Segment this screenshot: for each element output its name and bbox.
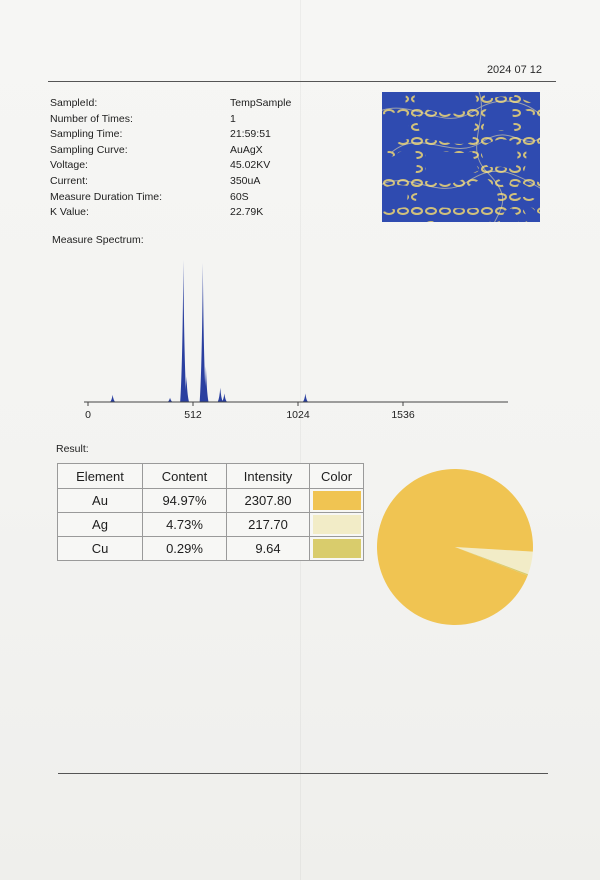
color-cell [310, 489, 364, 513]
info-label: SampleId: [50, 97, 98, 109]
report-date: 2024 07 12 [486, 64, 542, 76]
spectrum-chart [0, 0, 600, 430]
spectrum-tick-label: 1024 [286, 409, 310, 421]
spectrum-peak [222, 393, 227, 402]
info-label: Current: [50, 174, 88, 187]
spectrum-peak [200, 263, 206, 402]
info-label: Voltage: [50, 159, 88, 172]
element-cell: Cu [58, 537, 143, 561]
info-label: Sampling Curve: [50, 143, 128, 156]
content-cell: 4.73% [143, 513, 227, 537]
info-value: 350uA [230, 174, 261, 187]
color-cell [310, 537, 364, 561]
column-header-color: Color [310, 464, 364, 489]
element-cell: Ag [58, 513, 143, 537]
color-swatch [313, 491, 361, 510]
table-row [58, 513, 364, 537]
info-label: Sampling Time: [50, 128, 123, 141]
intensity-cell: 217.70 [227, 513, 310, 537]
content-cell: 0.29% [143, 537, 227, 561]
table-row [58, 537, 364, 561]
spectrum-peak [218, 388, 223, 402]
info-label: Number of Times: [50, 112, 133, 125]
intensity-cell: 9.64 [227, 537, 310, 561]
pie-slice-au [377, 469, 533, 625]
element-cell: Au [58, 489, 143, 513]
result-title: Result: [56, 443, 89, 455]
info-value: 1 [230, 112, 236, 125]
info-value: 22.79K [230, 206, 264, 219]
spectrum-peak [303, 393, 308, 402]
info-value: TempSample [230, 97, 292, 109]
content-cell: 94.97% [143, 489, 227, 513]
result-table [57, 463, 364, 561]
spectrum-peak [180, 260, 186, 402]
composition-pie-chart [370, 460, 540, 630]
color-cell [310, 513, 364, 537]
footer-rule [58, 773, 548, 774]
column-header-content: Content [143, 464, 227, 489]
spectrum-peak [110, 395, 115, 402]
color-swatch [313, 539, 361, 558]
intensity-cell: 2307.80 [227, 489, 310, 513]
info-value: AuAgX [230, 143, 263, 156]
info-label: K Value: [50, 206, 89, 219]
spectrum-tick-label: 512 [184, 409, 202, 421]
info-value: 21:59:51 [230, 128, 271, 141]
info-label: Measure Duration Time: [50, 190, 163, 203]
spectrum-tick-label: 1536 [391, 409, 415, 421]
table-row [58, 489, 364, 513]
column-header-element: Element [58, 464, 143, 489]
color-swatch [313, 515, 361, 534]
table-header-row [58, 464, 364, 489]
info-value: 45.02KV [230, 159, 271, 172]
info-value: 60S [230, 190, 249, 203]
column-header-intensity: Intensity [227, 464, 310, 489]
spectrum-tick-label: 0 [85, 409, 91, 421]
spectrum-title: Measure Spectrum: [52, 234, 144, 246]
spectrum-peak [167, 398, 172, 402]
